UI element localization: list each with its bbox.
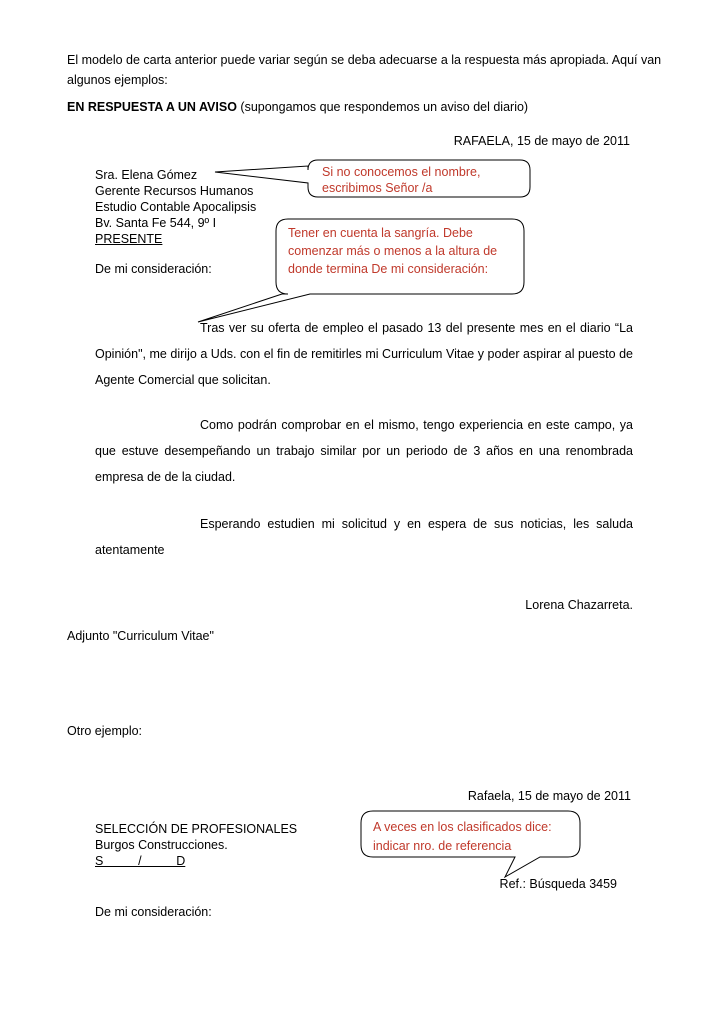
recipient-title: Gerente Recursos Humanos [95,184,254,198]
attachment-note: Adjunto "Curriculum Vitae" [67,629,214,643]
recipient-address: Bv. Santa Fe 544, 9º I [95,216,217,230]
letter2-recipient-line-1: SELECCIÓN DE PROFESIONALES [95,822,298,836]
letter2-salutation: De mi consideración: [95,905,212,919]
callout-indent-line-3: donde termina De mi consideración: [288,262,489,276]
callout-indent-line-2: comenzar más o menos a la altura de [288,244,498,258]
letter1-date: RAFAELA, 15 de mayo de 2011 [453,134,630,148]
p3-line-1: Esperando estudien mi solicitud y en espera de sus noticias, les saluda [200,517,633,531]
p1-line-1: Tras ver su oferta de empleo el pasado 13 del presente mes en el diario “La [200,321,633,335]
section-heading-aviso [67,100,528,114]
reference-number: Ref.: Búsqueda 3459 [499,877,617,891]
callout-name-line-1: Si no conocemos el nombre, [322,165,481,179]
p3-line-2: atentamente [95,543,165,557]
letter1-salutation: De mi consideración: [95,262,212,276]
heading-rest: (supongamos que respondemos un aviso del diario) [236,100,529,114]
signature: Lorena Chazarreta. [525,598,633,612]
callout-indent-line-1: Tener en cuenta la sangría. Debe [288,226,473,240]
intro-line-1: El modelo de carta anterior puede variar según se deba adecuarse a la respuesta más apropiada. Aquí van [67,53,662,67]
heading-bold: EN RESPUESTA A UN AVISO [67,100,237,114]
p2-line-1: Como podrán comprobar en el mismo, tengo experiencia en este campo, ya [200,418,633,432]
p1-line-2: Opinión", me dirijo a Uds. con el fin de remitirles mi Curriculum Vitae y poder aspirar al puesto de [95,347,633,361]
callout-ref-line-2: indicar nro. de referencia [373,839,512,853]
p2-line-3: empresa de de la ciudad. [95,470,236,484]
callout-name-line-2: escribimos Señor /a [322,181,433,195]
p1-line-3: Agente Comercial que solicitan. [95,373,271,387]
p2-line-2: que estuve desempeñando un trabajo similar por un periodo de 3 años en una renombrada [95,444,633,458]
intro-line-2: algunos ejemplos: [67,73,168,87]
letter2-date: Rafaela, 15 de mayo de 2011 [467,789,631,803]
recipient-company: Estudio Contable Apocalipsis [95,200,257,214]
section-heading-otro: Otro ejemplo: [67,724,143,738]
recipient-name: Sra. Elena Gómez [95,168,198,182]
sd-label: S / D [95,854,186,868]
presente-label: PRESENTE [95,232,163,246]
letter2-recipient-line-2: Burgos Construcciones. [95,838,228,852]
callout-ref-line-1: A veces en los clasificados dice: [373,820,552,834]
